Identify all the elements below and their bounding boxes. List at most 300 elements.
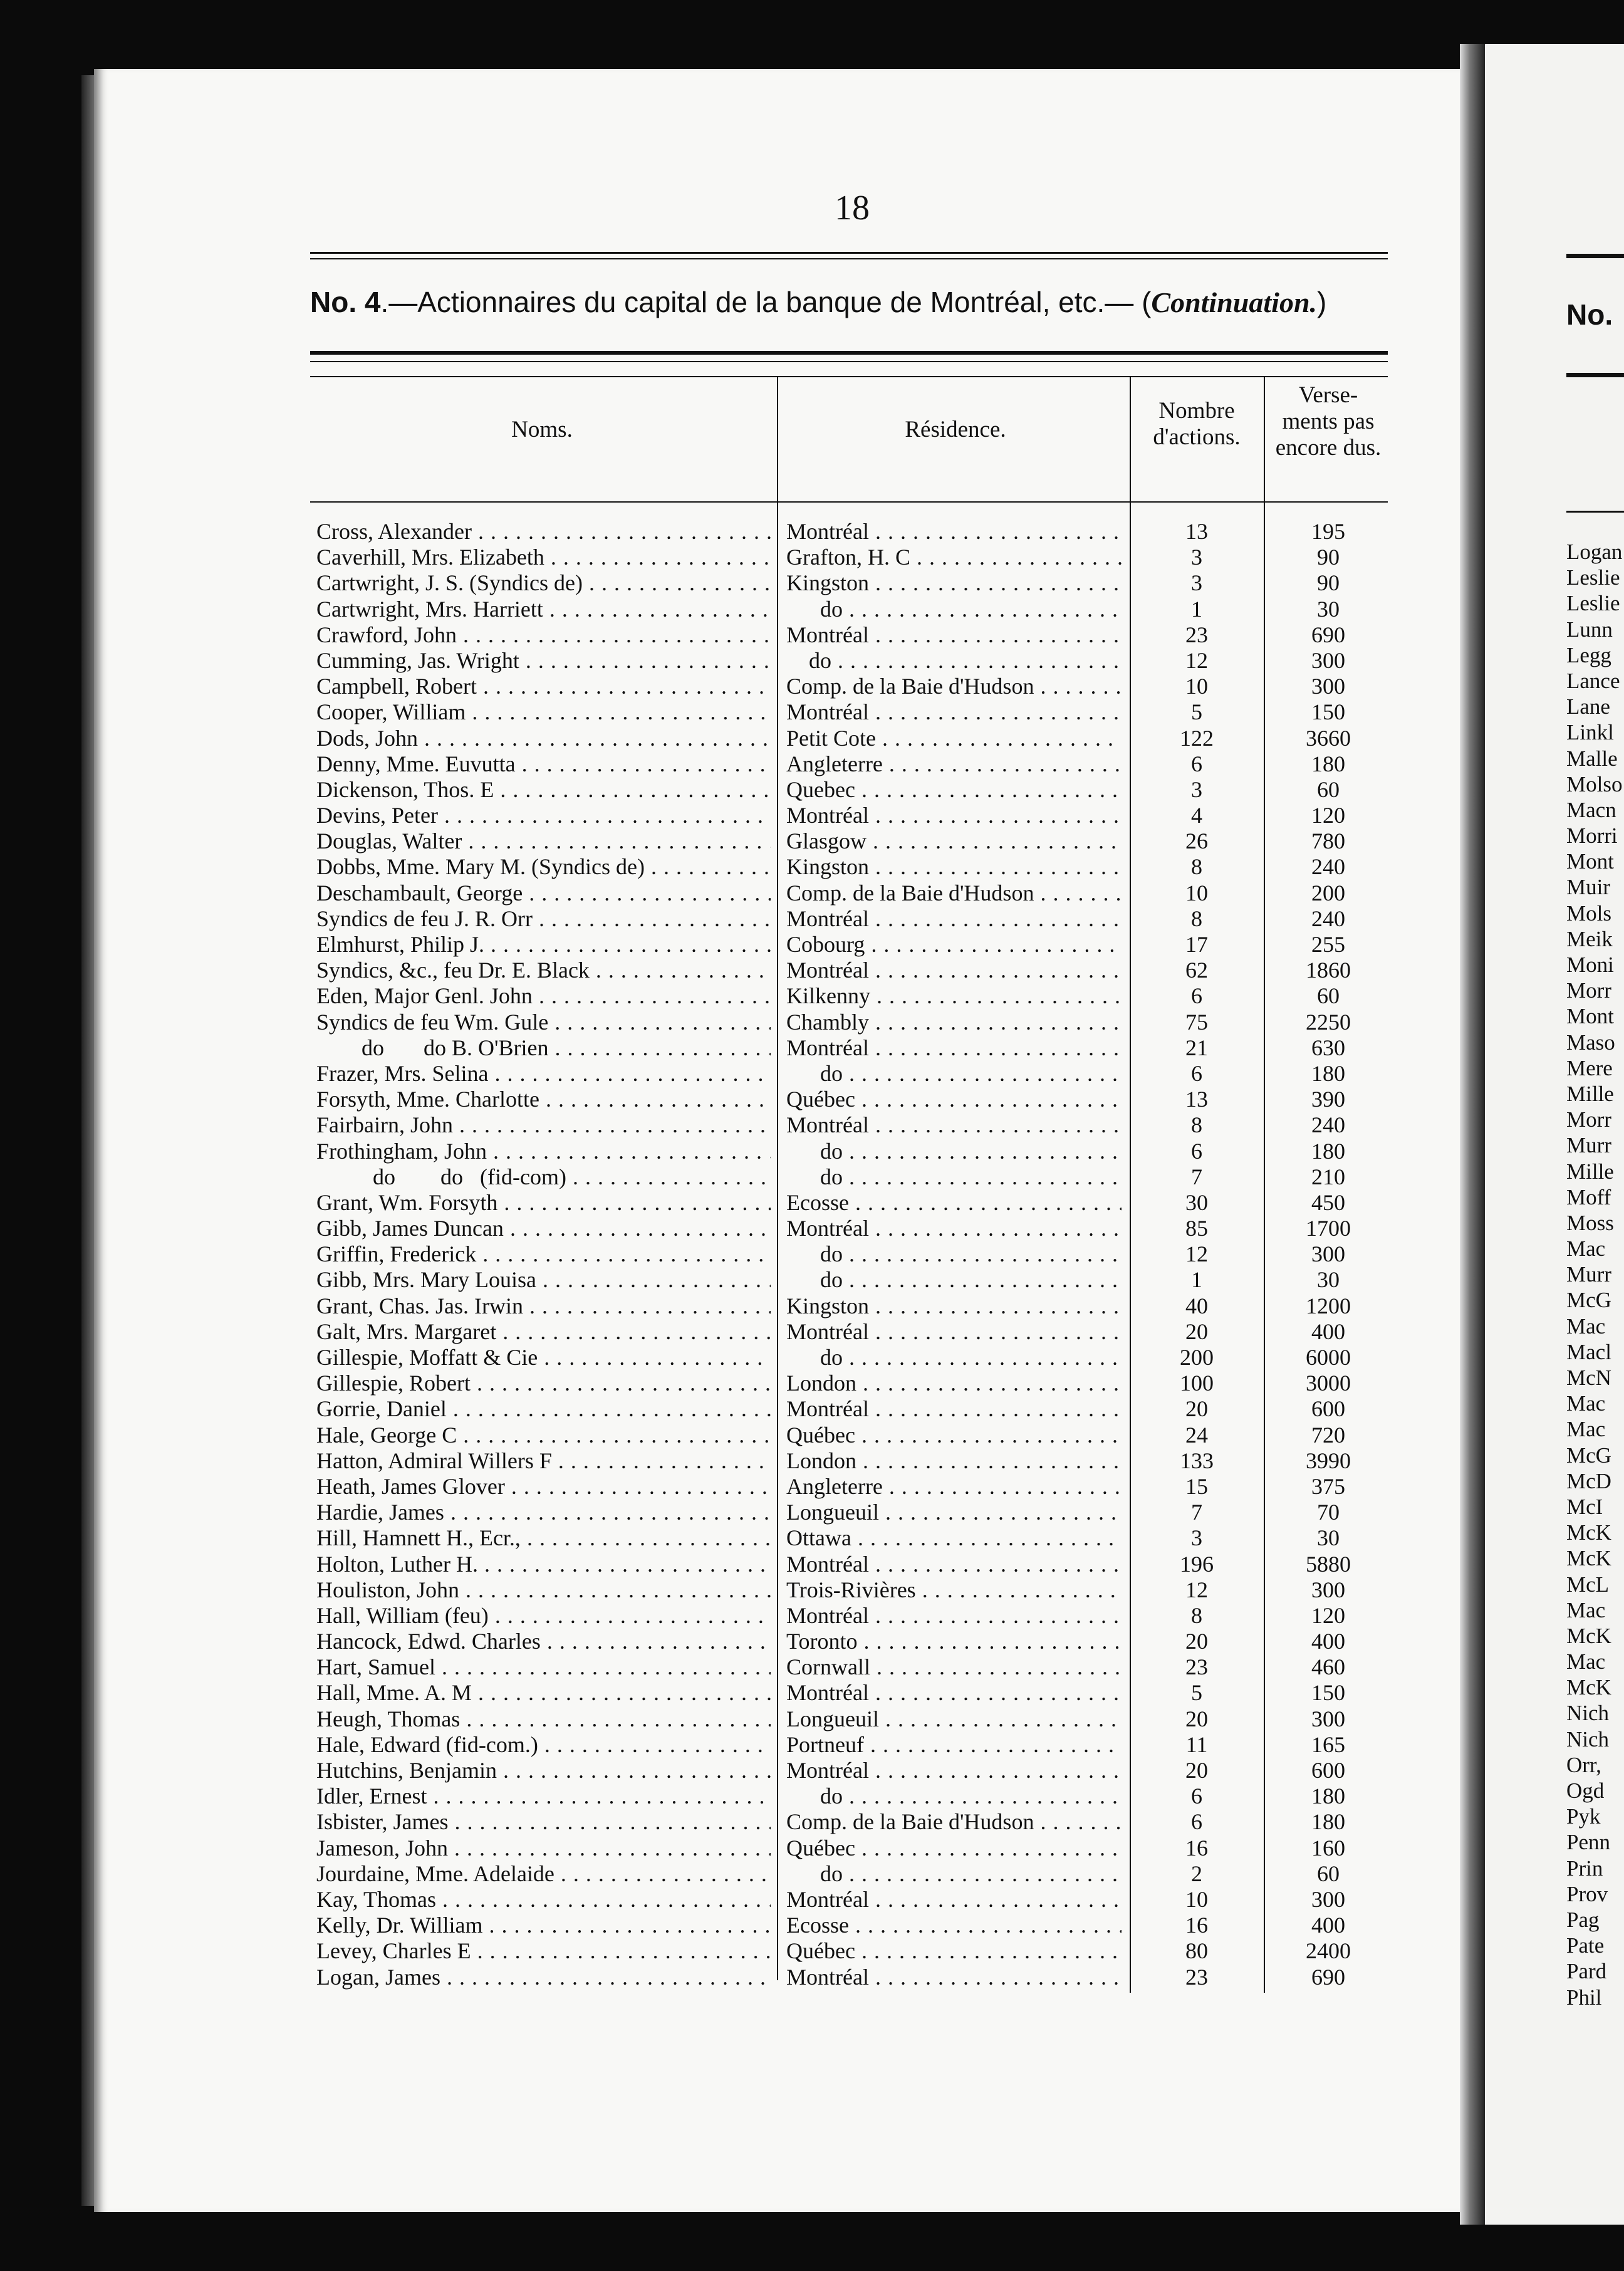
table-row xyxy=(313,1010,1391,1035)
row-name: Levey, Charles E . . . xyxy=(316,1938,771,1964)
row-versements: 300 xyxy=(1311,647,1345,673)
row-shares: 13 xyxy=(1185,519,1208,544)
header-shares xyxy=(1131,398,1262,451)
row-residence: Montréal . . . xyxy=(786,622,1122,648)
row-name: do do (fid-com) . . . xyxy=(316,1164,771,1190)
row-shares: 196 xyxy=(1180,1551,1214,1577)
row-versements: 375 xyxy=(1311,1473,1345,1499)
row-residence: Longueuil . . . xyxy=(786,1706,1122,1732)
header-versements-line1: Verse- xyxy=(1298,382,1358,408)
facing-page-name: Ogd xyxy=(1566,1778,1605,1803)
row-versements: 60 xyxy=(1317,1861,1340,1886)
row-shares: 12 xyxy=(1185,1241,1208,1267)
table-row xyxy=(313,545,1391,570)
row-versements: 400 xyxy=(1311,1913,1345,1938)
row-versements: 200 xyxy=(1311,880,1345,906)
row-shares: 85 xyxy=(1185,1216,1208,1241)
table-row xyxy=(313,1061,1391,1087)
facing-page-name: McD xyxy=(1566,1468,1611,1493)
table-row xyxy=(313,1913,1391,1938)
row-name: Cooper, William . . . xyxy=(316,699,771,725)
row-versements: 5880 xyxy=(1306,1551,1351,1577)
row-shares: 3 xyxy=(1191,545,1202,570)
row-residence: do . . . xyxy=(786,1345,1122,1370)
facing-page-name: Pyk xyxy=(1566,1804,1601,1829)
row-versements: 70 xyxy=(1317,1500,1340,1525)
table-row xyxy=(313,1577,1391,1603)
row-residence: Montréal . . . xyxy=(786,1887,1122,1913)
row-name: Houliston, John . . . xyxy=(316,1577,771,1603)
row-shares: 24 xyxy=(1185,1422,1208,1448)
row-versements: 6000 xyxy=(1306,1345,1351,1370)
row-versements: 400 xyxy=(1311,1318,1345,1344)
row-name: Logan, James . . . xyxy=(316,1965,771,1990)
table-row xyxy=(313,1887,1391,1913)
row-versements: 60 xyxy=(1317,983,1340,1009)
facing-page-title-rule xyxy=(1566,373,1624,377)
row-shares: 100 xyxy=(1180,1370,1214,1396)
facing-page-name: McK xyxy=(1566,1546,1611,1571)
row-name: Frazer, Mrs. Selina . . . xyxy=(316,1061,771,1087)
row-residence: Angleterre . . . xyxy=(786,751,1122,777)
row-name: Dickenson, Thos. E . . . xyxy=(316,777,771,803)
top-rule-thin xyxy=(310,258,1388,259)
facing-page-name: Mac xyxy=(1566,1649,1606,1674)
facing-page-title: No. xyxy=(1566,298,1613,331)
row-name: Kay, Thomas . . . xyxy=(316,1887,771,1913)
row-name: Galt, Mrs. Margaret . . . xyxy=(316,1319,771,1345)
row-shares: 10 xyxy=(1185,880,1208,906)
row-shares: 11 xyxy=(1185,1731,1208,1757)
table-row xyxy=(313,1783,1391,1809)
row-shares: 10 xyxy=(1185,674,1208,699)
row-residence: Montréal . . . xyxy=(786,1396,1122,1422)
row-shares: 200 xyxy=(1180,1345,1214,1370)
header-versements-line2: ments pas xyxy=(1282,409,1375,434)
row-name: Fairbairn, John . . . xyxy=(316,1112,771,1138)
row-name: Gillespie, Moffatt & Cie . . . xyxy=(316,1345,771,1370)
row-residence: Kingston . . . xyxy=(786,1293,1122,1319)
table-row xyxy=(313,983,1391,1009)
facing-page-name: Morri xyxy=(1566,823,1618,848)
row-residence: Ecosse . . . xyxy=(786,1913,1122,1938)
table-row xyxy=(313,777,1391,803)
table-row xyxy=(313,751,1391,777)
table-row xyxy=(313,932,1391,958)
row-residence: do . . . xyxy=(786,1164,1122,1190)
table-row xyxy=(313,1861,1391,1887)
row-name: Gorrie, Daniel . . . xyxy=(316,1396,771,1422)
row-residence: do . . . xyxy=(786,1139,1122,1164)
row-versements: 120 xyxy=(1311,803,1345,828)
row-shares: 5 xyxy=(1191,699,1202,725)
row-name: Denny, Mme. Euvutta . . . xyxy=(316,751,771,777)
table-row xyxy=(313,958,1391,983)
facing-page-name: Phil xyxy=(1566,1985,1602,2010)
table-title-continuation: Continuation. xyxy=(1151,286,1318,318)
row-residence: Petit Cote . . . xyxy=(786,726,1122,751)
row-versements: 2250 xyxy=(1306,1009,1351,1035)
row-residence: Longueuil . . . xyxy=(786,1500,1122,1525)
title-rule-thin xyxy=(310,361,1388,362)
row-residence: Quebec . . . xyxy=(786,777,1122,803)
table-row xyxy=(313,674,1391,699)
table-row xyxy=(313,1035,1391,1061)
row-residence: Comp. de la Baie d'Hudson . . . xyxy=(786,1809,1122,1835)
facing-page-name: Prin xyxy=(1566,1856,1603,1881)
row-residence: Montréal . . . xyxy=(786,1319,1122,1345)
row-name: Hall, William (feu) . . . xyxy=(316,1603,771,1629)
facing-page-name: McK xyxy=(1566,1623,1611,1648)
facing-page-name: Pard xyxy=(1566,1959,1607,1984)
table-row xyxy=(313,1164,1391,1190)
row-residence: do . . . xyxy=(786,1267,1122,1293)
row-residence: Comp. de la Baie d'Hudson . . . xyxy=(786,880,1122,906)
facing-page-name: Pag xyxy=(1566,1907,1600,1932)
row-shares: 6 xyxy=(1191,751,1202,776)
table-row xyxy=(313,1629,1391,1654)
row-residence: Montréal . . . xyxy=(786,519,1122,545)
facing-page-name: Leslie xyxy=(1566,565,1620,590)
table-row xyxy=(313,1216,1391,1241)
facing-page-name: Legg xyxy=(1566,642,1611,667)
row-residence: do . . . xyxy=(786,1241,1122,1267)
top-rule xyxy=(310,252,1388,254)
row-name: Frothingham, John . . . xyxy=(316,1139,771,1164)
row-shares: 80 xyxy=(1185,1938,1208,1964)
facing-page-name: Meik xyxy=(1566,926,1613,951)
table-row xyxy=(313,1809,1391,1835)
row-shares: 133 xyxy=(1180,1448,1214,1473)
facing-page-name: Mac xyxy=(1566,1236,1606,1261)
row-versements: 1860 xyxy=(1306,958,1351,983)
table-row xyxy=(313,1267,1391,1293)
row-name: Griffin, Frederick . . . xyxy=(316,1241,771,1267)
facing-page-top-rule xyxy=(1566,254,1624,258)
row-residence: Grafton, H. C . . . xyxy=(786,545,1122,570)
row-name: Hart, Samuel . . . xyxy=(316,1654,771,1680)
row-versements: 3990 xyxy=(1306,1448,1351,1473)
row-shares: 12 xyxy=(1185,1577,1208,1602)
table-row xyxy=(313,1112,1391,1138)
row-shares: 6 xyxy=(1191,1809,1202,1835)
row-residence: Comp. de la Baie d'Hudson . . . xyxy=(786,674,1122,699)
row-shares: 6 xyxy=(1191,1783,1202,1809)
row-name: Idler, Ernest . . . xyxy=(316,1783,771,1809)
row-versements: 90 xyxy=(1317,545,1340,570)
table-row xyxy=(313,1087,1391,1112)
row-shares: 122 xyxy=(1180,725,1214,751)
facing-page-name: Mac xyxy=(1566,1391,1606,1416)
row-shares: 8 xyxy=(1191,1112,1202,1138)
header-names: Noms. xyxy=(511,417,573,442)
row-versements: 300 xyxy=(1311,674,1345,699)
header-versements xyxy=(1266,382,1391,461)
row-residence: London . . . xyxy=(786,1370,1122,1396)
row-name: Crawford, John . . . xyxy=(316,622,771,648)
table-title xyxy=(310,285,1388,319)
row-versements: 690 xyxy=(1311,622,1345,647)
table-row xyxy=(313,519,1391,545)
table-row xyxy=(313,1525,1391,1551)
row-versements: 120 xyxy=(1311,1602,1345,1628)
row-versements: 160 xyxy=(1311,1835,1345,1861)
header-shares-line1: Nombre xyxy=(1158,398,1235,424)
table-row xyxy=(313,1474,1391,1500)
table-row xyxy=(313,1319,1391,1345)
row-name: Jameson, John . . . xyxy=(316,1835,771,1861)
row-residence: Toronto . . . xyxy=(786,1629,1122,1654)
header-shares-line2: d'actions. xyxy=(1153,424,1241,450)
row-versements: 300 xyxy=(1311,1577,1345,1602)
row-shares: 8 xyxy=(1191,906,1202,931)
row-shares: 30 xyxy=(1185,1189,1208,1215)
facing-page-name: Lane xyxy=(1566,694,1610,719)
row-residence: Montréal . . . xyxy=(786,1680,1122,1706)
row-name: do do B. O'Brien . . . xyxy=(316,1035,771,1061)
row-residence: Ottawa . . . xyxy=(786,1525,1122,1551)
row-residence: Montréal . . . xyxy=(786,1758,1122,1783)
row-name: Kelly, Dr. William . . . xyxy=(316,1913,771,1938)
facing-page-name: Mille xyxy=(1566,1159,1614,1184)
row-shares: 2 xyxy=(1191,1861,1202,1886)
row-name: Dods, John . . . xyxy=(316,726,771,751)
table-row xyxy=(313,828,1391,854)
row-name: Hale, Edward (fid-com.) . . . xyxy=(316,1732,771,1758)
table-row xyxy=(313,1835,1391,1861)
row-versements: 60 xyxy=(1317,776,1340,802)
row-versements: 180 xyxy=(1311,1060,1345,1086)
row-name: Deschambault, George . . . xyxy=(316,880,771,906)
row-shares: 75 xyxy=(1185,1009,1208,1035)
row-versements: 600 xyxy=(1311,1758,1345,1783)
table-row xyxy=(313,699,1391,725)
row-residence: Kingston . . . xyxy=(786,570,1122,596)
row-shares: 23 xyxy=(1185,1964,1208,1990)
row-name: Dobbs, Mme. Mary M. (Syndics de) . . . xyxy=(316,854,771,880)
row-residence: Chambly . . . xyxy=(786,1010,1122,1035)
row-name: Forsyth, Mme. Charlotte . . . xyxy=(316,1087,771,1112)
table-row xyxy=(313,1732,1391,1758)
header-versements-line3: encore dus. xyxy=(1275,435,1382,461)
row-name: Hall, Mme. A. M . . . xyxy=(316,1680,771,1706)
row-residence: Montréal . . . xyxy=(786,1965,1122,1990)
table-title-suffix: ) xyxy=(1317,286,1327,318)
facing-page-name-list xyxy=(1566,539,1622,2010)
row-residence: Portneuf . . . xyxy=(786,1732,1122,1758)
row-residence: Trois-Rivières . . . xyxy=(786,1577,1122,1603)
table-row xyxy=(313,1706,1391,1732)
row-shares: 7 xyxy=(1191,1500,1202,1525)
row-shares: 17 xyxy=(1185,932,1208,957)
row-versements: 780 xyxy=(1311,828,1345,854)
row-versements: 2400 xyxy=(1306,1938,1351,1964)
row-name: Isbister, James . . . xyxy=(316,1809,771,1835)
row-name: Cross, Alexander . . . xyxy=(316,519,771,545)
row-versements: 30 xyxy=(1317,596,1340,622)
table-row xyxy=(313,1370,1391,1396)
book-gutter-shadow xyxy=(1460,44,1485,2225)
facing-page-name: Muir xyxy=(1566,875,1610,900)
row-name: Grant, Wm. Forsyth . . . xyxy=(316,1190,771,1216)
table-row xyxy=(313,648,1391,674)
row-shares: 40 xyxy=(1185,1293,1208,1318)
row-residence: Montréal . . . xyxy=(786,1552,1122,1577)
row-shares: 21 xyxy=(1185,1035,1208,1060)
facing-page-name: McI xyxy=(1566,1494,1603,1519)
row-shares: 12 xyxy=(1185,647,1208,673)
facing-page-name: Prov xyxy=(1566,1881,1608,1906)
table-row xyxy=(313,1654,1391,1680)
facing-page-name: Mere xyxy=(1566,1055,1613,1080)
row-residence: Québec . . . xyxy=(786,1087,1122,1112)
facing-page-name: Maso xyxy=(1566,1030,1615,1055)
row-shares: 13 xyxy=(1185,1087,1208,1112)
row-residence: Kingston . . . xyxy=(786,854,1122,880)
facing-page-name: Pate xyxy=(1566,1933,1605,1958)
row-shares: 3 xyxy=(1191,1525,1202,1551)
facing-page-name: Logan xyxy=(1566,540,1623,564)
row-residence: Montréal . . . xyxy=(786,1035,1122,1061)
table-row xyxy=(313,1500,1391,1525)
facing-page-name: McG xyxy=(1566,1443,1611,1468)
row-name: Gibb, James Duncan . . . xyxy=(316,1216,771,1241)
row-shares: 8 xyxy=(1191,854,1202,880)
row-residence: Ecosse . . . xyxy=(786,1190,1122,1216)
table-row xyxy=(313,803,1391,828)
table-row xyxy=(313,1680,1391,1706)
facing-page-name: Macl xyxy=(1566,1339,1611,1364)
title-rule-thick xyxy=(310,351,1388,355)
row-versements: 30 xyxy=(1317,1525,1340,1551)
row-residence: London . . . xyxy=(786,1448,1122,1474)
row-versements: 30 xyxy=(1317,1267,1340,1293)
row-name: Hardie, James . . . xyxy=(316,1500,771,1525)
row-residence: Montréal . . . xyxy=(786,906,1122,932)
row-name: Holton, Luther H. . . . xyxy=(316,1552,771,1577)
facing-page-name: Penn xyxy=(1566,1830,1610,1855)
row-residence: do . . . xyxy=(786,1861,1122,1887)
row-name: Gillespie, Robert . . . xyxy=(316,1370,771,1396)
row-residence: Montréal . . . xyxy=(786,958,1122,983)
table-row xyxy=(313,1938,1391,1964)
row-name: Cartwright, J. S. (Syndics de) . . . xyxy=(316,570,771,596)
facing-page-name: Mac xyxy=(1566,1597,1606,1622)
row-name: Hutchins, Benjamin . . . xyxy=(316,1758,771,1783)
facing-page-name: Nich xyxy=(1566,1726,1610,1752)
table-row xyxy=(313,597,1391,622)
table-row xyxy=(313,1603,1391,1629)
row-shares: 8 xyxy=(1191,1602,1202,1628)
row-shares: 16 xyxy=(1185,1913,1208,1938)
row-shares: 1 xyxy=(1191,1267,1202,1293)
row-residence: do . . . xyxy=(786,648,1122,674)
row-residence: Angleterre . . . xyxy=(786,1474,1122,1500)
facing-page-name: Mols xyxy=(1566,901,1611,926)
row-residence: Québec . . . xyxy=(786,1835,1122,1861)
row-name: Grant, Chas. Jas. Irwin . . . xyxy=(316,1293,771,1319)
row-name: Hancock, Edwd. Charles . . . xyxy=(316,1629,771,1654)
row-shares: 62 xyxy=(1185,958,1208,983)
facing-page-name: Nich xyxy=(1566,1701,1610,1726)
facing-page-name: Leslie xyxy=(1566,591,1620,616)
row-versements: 180 xyxy=(1311,1809,1345,1835)
row-shares: 20 xyxy=(1185,1706,1208,1731)
row-name: Douglas, Walter . . . xyxy=(316,828,771,854)
facing-page-name: Mac xyxy=(1566,1313,1606,1339)
row-versements: 720 xyxy=(1311,1422,1345,1448)
row-shares: 26 xyxy=(1185,828,1208,854)
row-shares: 6 xyxy=(1191,983,1202,1009)
table-row xyxy=(313,854,1391,880)
row-versements: 300 xyxy=(1311,1886,1345,1912)
table-row xyxy=(313,1293,1391,1319)
row-shares: 23 xyxy=(1185,1654,1208,1680)
row-versements: 450 xyxy=(1311,1189,1345,1215)
table-row xyxy=(313,1965,1391,1990)
facing-page-name: Mac xyxy=(1566,1417,1606,1442)
row-shares: 3 xyxy=(1191,570,1202,596)
row-versements: 3000 xyxy=(1306,1370,1351,1396)
row-versements: 180 xyxy=(1311,751,1345,776)
facing-page-name: Linkl xyxy=(1566,720,1614,745)
table-row xyxy=(313,570,1391,596)
table-number: No. 4 xyxy=(310,286,381,318)
table-row xyxy=(313,880,1391,906)
row-residence: Québec . . . xyxy=(786,1423,1122,1448)
facing-page-name: Murr xyxy=(1566,1133,1611,1158)
row-name: Jourdaine, Mme. Adelaide . . . xyxy=(316,1861,771,1887)
table-row xyxy=(313,1448,1391,1474)
row-versements: 1700 xyxy=(1306,1216,1351,1241)
facing-page-name: Murr xyxy=(1566,1262,1611,1287)
facing-page-name: Morr xyxy=(1566,1107,1611,1132)
row-name: Heath, James Glover . . . xyxy=(316,1474,771,1500)
row-shares: 23 xyxy=(1185,622,1208,647)
row-name: Campbell, Robert . . . xyxy=(316,674,771,699)
row-versements: 150 xyxy=(1311,699,1345,725)
row-shares: 7 xyxy=(1191,1164,1202,1189)
facing-page-name: Orr, xyxy=(1566,1752,1601,1777)
facing-page-name: Lance xyxy=(1566,668,1620,693)
row-versements: 90 xyxy=(1317,570,1340,596)
facing-page-name: Moni xyxy=(1566,953,1614,977)
row-residence: Montréal . . . xyxy=(786,803,1122,828)
table-row xyxy=(313,1423,1391,1448)
facing-page-header-rule xyxy=(1566,511,1624,513)
row-shares: 10 xyxy=(1185,1886,1208,1912)
row-residence: Montréal . . . xyxy=(786,1603,1122,1629)
row-versements: 690 xyxy=(1311,1964,1345,1990)
row-shares: 6 xyxy=(1191,1060,1202,1086)
row-versements: 165 xyxy=(1311,1731,1345,1757)
row-name: Cumming, Jas. Wright . . . xyxy=(316,648,771,674)
row-residence: do . . . xyxy=(786,1783,1122,1809)
row-versements: 210 xyxy=(1311,1164,1345,1189)
facing-page-name: Mont xyxy=(1566,849,1614,874)
row-shares: 20 xyxy=(1185,1629,1208,1654)
facing-page-name: Lunn xyxy=(1566,617,1613,642)
row-shares: 1 xyxy=(1191,596,1202,622)
row-name: Devins, Peter . . . xyxy=(316,803,771,828)
row-versements: 150 xyxy=(1311,1680,1345,1706)
row-name: Hatton, Admiral Willers F . . . xyxy=(316,1448,771,1474)
row-residence: Québec . . . xyxy=(786,1938,1122,1964)
row-shares: 3 xyxy=(1191,776,1202,802)
facing-page-name: McG xyxy=(1566,1288,1611,1313)
row-shares: 5 xyxy=(1191,1680,1202,1706)
shareholder-table-body xyxy=(313,519,1391,1990)
